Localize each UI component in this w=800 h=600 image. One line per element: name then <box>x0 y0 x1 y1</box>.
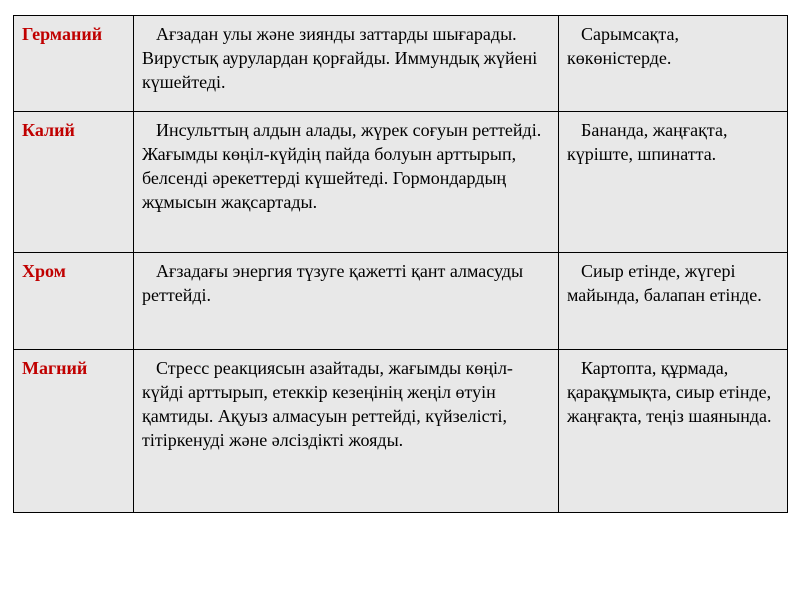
source-text: Картопта, құрмада, қарақұмықта, сиыр етінде, жаңғақта, теңіз шаянында. <box>567 358 772 427</box>
element-name-cell: Хром <box>14 253 134 350</box>
trace-elements-table <box>13 15 788 513</box>
effect-cell <box>134 16 559 112</box>
effect-text: Стресс реакциясын азайтады, жағымды көңіл-күйді арттырып, етеккір кезеңінің жеңіл өтуін қамтиды. Ақуыз алмасуын реттейді, күйзелісті, тітіркенуді және әлсіздікті жояды. <box>142 358 513 451</box>
source-text: Сиыр етінде, жүгері майында, балапан етінде. <box>567 261 762 306</box>
effect-cell <box>134 350 559 513</box>
source-text: Сарымсақта, көкөністерде. <box>567 24 679 69</box>
effect-cell <box>134 253 559 350</box>
source-cell <box>559 16 788 112</box>
source-cell <box>559 112 788 253</box>
table-row <box>14 16 788 112</box>
table-row <box>14 112 788 253</box>
table-row <box>14 253 788 350</box>
effect-text: Ағзадағы энергия түзуге қажетті қант алмасуды реттейді. <box>142 261 524 306</box>
effect-text: Ағзадан улы және зиянды заттарды шығарады. Вирустық аурулардан қорғайды. Иммундық жүйені күшейтеді. <box>142 24 538 93</box>
effect-cell <box>134 112 559 253</box>
element-name-cell: Калий <box>14 112 134 253</box>
source-cell <box>559 253 788 350</box>
element-name-cell: Германий <box>14 16 134 112</box>
source-cell <box>559 350 788 513</box>
element-name-cell: Магний <box>14 350 134 513</box>
source-text: Бананда, жаңғақта, күріште, шпинатта. <box>567 120 728 165</box>
table-row <box>14 350 788 513</box>
effect-text: Инсульттың алдын алады, жүрек соғуын реттейді. Жағымды көңіл-күйдің пайда болуын арттырып, белсенді әрекеттерді күшейтеді. Гормондардың жұмысын жақсартады. <box>142 120 542 213</box>
